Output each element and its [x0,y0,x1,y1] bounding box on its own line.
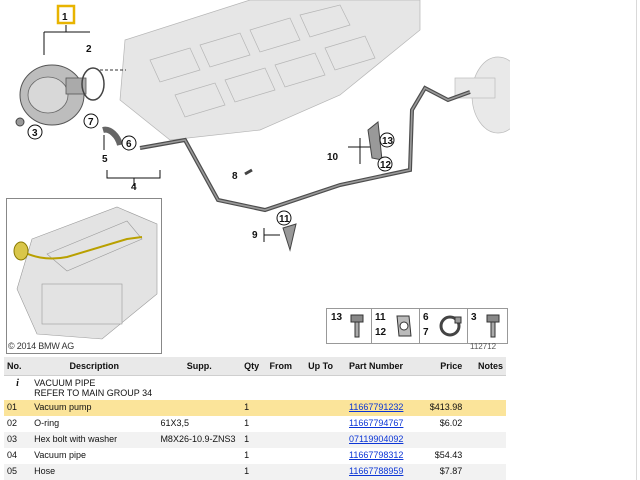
callout-2[interactable]: 2 [86,44,92,55]
info-i-glyph: i [16,378,19,389]
row-description: Hose [31,464,157,480]
col-supp[interactable]: Supp. [157,357,241,376]
col-qty[interactable]: Qty [241,357,266,376]
col-description[interactable]: Description [31,357,157,376]
legend-num: 7 [423,327,429,338]
callout-4[interactable]: 4 [131,182,137,193]
col-price[interactable]: Price [417,357,466,376]
row-part-number [346,432,417,448]
row-notes [465,416,506,432]
callout-1[interactable]: 1 [62,12,68,23]
info-icon[interactable] [4,376,31,401]
legend-cell-1[interactable] [327,309,372,343]
callout-6[interactable]: 6 [126,139,132,150]
row-description: Vacuum pipe [34,450,86,460]
legend-cell-3[interactable] [419,309,468,343]
row-no: 01 [4,400,31,416]
row-part-number [346,416,417,432]
clip-bracket-part [245,122,382,250]
legend-cell-4[interactable] [467,309,506,343]
part-number-link[interactable]: 11667798312 [349,450,404,460]
callout-10[interactable]: 10 [327,152,339,163]
callout-11[interactable]: 11 [279,214,290,225]
col-part-number[interactable]: Part Number [346,357,417,376]
callout-5[interactable]: 5 [102,154,108,165]
row-qty: 1 [241,464,266,480]
row-price: $6.02 [439,418,463,428]
col-notes[interactable]: Notes [465,357,506,376]
callout-7[interactable]: 7 [88,117,94,128]
info-line-1: VACUUM PIPE [34,378,96,388]
copyright-label: © 2014 BMW AG [8,341,75,351]
legend-num: 11 [375,312,386,323]
hose-clamp-icon [437,313,463,339]
row-price: $413.98 [417,400,466,416]
row-from [267,464,306,480]
bolt-icon [347,313,367,339]
callout-8[interactable]: 8 [232,171,238,182]
part-number-link[interactable]: 07119904092 [349,434,404,444]
row-qty: 1 [244,450,250,460]
parts-table [4,357,506,480]
row-upto [305,416,346,432]
info-line-2: REFER TO MAIN GROUP 34 [34,388,153,398]
row-part-number [346,400,417,416]
row-from [267,400,306,416]
row-part-number [346,448,417,464]
table-row[interactable] [4,448,506,464]
table-header-row [4,357,506,376]
row-supp: M8X26-10.9-ZNS3 [157,432,241,448]
part-number-link[interactable]: 11667788959 [349,466,404,476]
col-upto[interactable]: Up To [305,357,346,376]
row-upto [305,400,346,416]
callout-12[interactable]: 12 [380,160,392,171]
row-supp [157,448,241,464]
row-no: 03 [4,432,31,448]
row-supp [157,464,241,480]
row-description: O-ring [34,418,60,428]
engine-location-inset [6,198,162,354]
row-supp: 61X3,5 [160,418,189,428]
row-description: Hex bolt with washer [31,432,157,448]
row-price: $7.87 [417,464,466,480]
row-no: 04 [7,450,18,460]
row-from [267,448,306,464]
row-notes [465,464,506,480]
callout-3[interactable]: 3 [32,128,38,139]
legend-num: 6 [423,312,429,323]
page-divider [636,0,637,480]
part-number-link[interactable]: 11667794767 [349,418,404,428]
row-qty: 1 [241,400,266,416]
row-notes [465,448,506,464]
row-qty: 1 [241,432,266,448]
callout-9[interactable]: 9 [252,230,258,241]
row-price [417,432,466,448]
legend-num: 12 [375,327,387,338]
col-no[interactable]: No. [4,357,31,376]
info-text [31,376,506,401]
row-part-number [346,464,417,480]
diagram-id-label: 112712 [470,342,497,351]
vacuum-pump-part [16,65,86,126]
row-notes [465,400,506,416]
cylinder-head-ghost [120,0,420,140]
row-no: 02 [7,418,18,428]
table-row[interactable] [4,416,506,432]
row-upto [305,432,346,448]
engine-overview-drawing [7,199,161,353]
right-margin [510,0,640,480]
table-row[interactable] [4,464,506,480]
row-qty: 1 [244,418,250,428]
row-notes [465,432,506,448]
bolt-icon [483,313,503,339]
info-row [4,376,506,401]
clip-icon [393,312,415,340]
row-upto [305,464,346,480]
legend-num: 3 [471,312,477,323]
row-no: 05 [4,464,31,480]
row-from [267,416,306,432]
table-row[interactable] [4,400,506,416]
row-supp [157,400,241,416]
callout-13[interactable]: 13 [382,136,394,147]
legend-num: 13 [331,312,343,323]
part-number-link[interactable]: 11667791232 [349,402,404,412]
table-row[interactable] [4,432,506,448]
row-price: $54.43 [434,450,463,460]
legend-cell-2[interactable] [371,309,420,343]
col-from[interactable]: From [267,357,306,376]
small-parts-legend [326,308,508,344]
row-from [267,432,306,448]
row-upto [305,448,346,464]
row-description: Vacuum pump [31,400,157,416]
